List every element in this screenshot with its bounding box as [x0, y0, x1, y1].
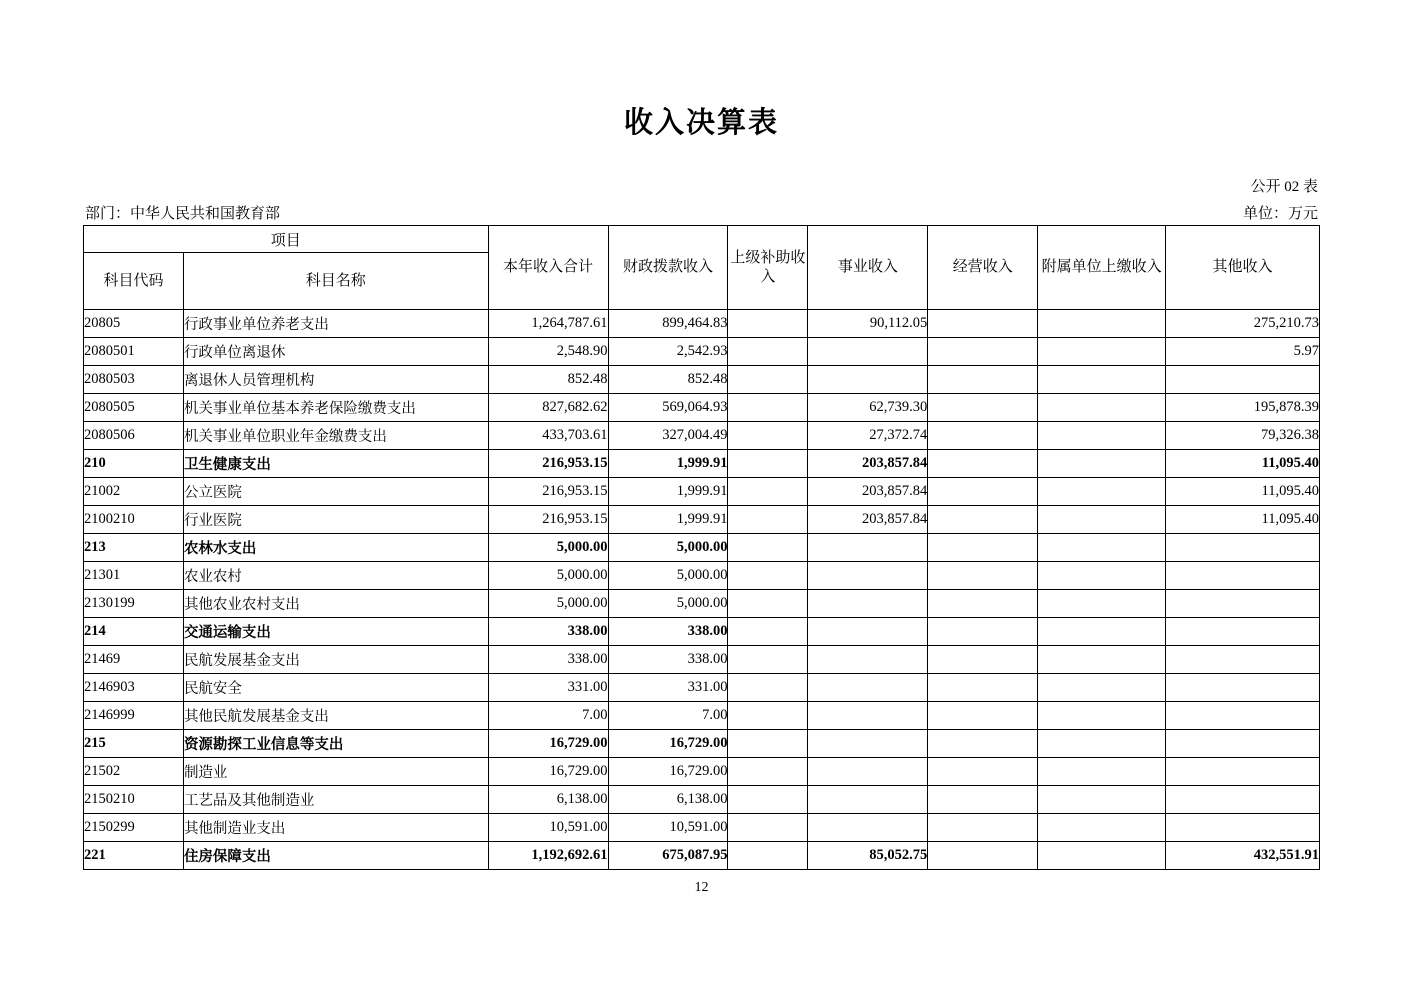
- cell-other: 5.97: [1166, 338, 1320, 366]
- table-row: [84, 814, 1320, 842]
- cell-code: 2130199: [84, 590, 184, 618]
- header-superior: 上级补助收入: [728, 226, 808, 310]
- table-row: [84, 730, 1320, 758]
- cell-fiscal: 338.00: [608, 618, 728, 646]
- cell-total: 852.48: [488, 366, 608, 394]
- cell-career: [808, 730, 928, 758]
- cell-fiscal: 1,999.91: [608, 506, 728, 534]
- cell-other: 275,210.73: [1166, 310, 1320, 338]
- cell-operating: [928, 338, 1038, 366]
- cell-total: 338.00: [488, 646, 608, 674]
- header-fiscal: 财政拨款收入: [608, 226, 728, 310]
- cell-career: [808, 674, 928, 702]
- cell-name: 民航发展基金支出: [183, 646, 488, 674]
- header-code: 科目代码: [84, 253, 184, 310]
- cell-attached: [1038, 478, 1166, 506]
- cell-name: 其他民航发展基金支出: [183, 702, 488, 730]
- cell-attached: [1038, 422, 1166, 450]
- cell-attached: [1038, 674, 1166, 702]
- cell-attached: [1038, 618, 1166, 646]
- page-number: 12: [694, 880, 709, 895]
- cell-other: [1166, 366, 1320, 394]
- cell-fiscal: 1,999.91: [608, 478, 728, 506]
- cell-total: 10,591.00: [488, 814, 608, 842]
- cell-operating: [928, 702, 1038, 730]
- cell-total: 7.00: [488, 702, 608, 730]
- cell-total: 433,703.61: [488, 422, 608, 450]
- cell-superior: [728, 338, 808, 366]
- cell-superior: [728, 422, 808, 450]
- table-row: [84, 310, 1320, 338]
- cell-total: 827,682.62: [488, 394, 608, 422]
- cell-total: 5,000.00: [488, 590, 608, 618]
- cell-operating: [928, 814, 1038, 842]
- header-other: 其他收入: [1166, 226, 1320, 310]
- cell-code: 221: [84, 842, 184, 870]
- cell-operating: [928, 422, 1038, 450]
- cell-career: 62,739.30: [808, 394, 928, 422]
- table-header: [84, 226, 1320, 310]
- table-body: [84, 310, 1320, 870]
- cell-total: 2,548.90: [488, 338, 608, 366]
- cell-name: 卫生健康支出: [183, 450, 488, 478]
- cell-other: [1166, 702, 1320, 730]
- cell-other: [1166, 758, 1320, 786]
- cell-career: [808, 758, 928, 786]
- cell-superior: [728, 310, 808, 338]
- cell-career: 203,857.84: [808, 506, 928, 534]
- cell-operating: [928, 842, 1038, 870]
- cell-superior: [728, 786, 808, 814]
- cell-superior: [728, 590, 808, 618]
- cell-superior: [728, 478, 808, 506]
- department-label: 部门：中华人民共和国教育部: [85, 206, 281, 222]
- cell-superior: [728, 506, 808, 534]
- cell-fiscal: 2,542.93: [608, 338, 728, 366]
- cell-fiscal: 569,064.93: [608, 394, 728, 422]
- header-attached: 附属单位上缴收入: [1038, 226, 1166, 310]
- table-row: [84, 562, 1320, 590]
- unit-label: 单位：万元: [1242, 206, 1318, 222]
- cell-career: 203,857.84: [808, 450, 928, 478]
- cell-code: 210: [84, 450, 184, 478]
- cell-name: 其他制造业支出: [183, 814, 488, 842]
- cell-fiscal: 5,000.00: [608, 562, 728, 590]
- cell-name: 交通运输支出: [183, 618, 488, 646]
- table-row: [84, 422, 1320, 450]
- cell-fiscal: 852.48: [608, 366, 728, 394]
- cell-name: 工艺品及其他制造业: [183, 786, 488, 814]
- cell-attached: [1038, 786, 1166, 814]
- table-row: [84, 590, 1320, 618]
- cell-operating: [928, 506, 1038, 534]
- cell-name: 农林水支出: [183, 534, 488, 562]
- cell-name: 行政单位离退休: [183, 338, 488, 366]
- cell-total: 338.00: [488, 618, 608, 646]
- header-operating: 经营收入: [928, 226, 1038, 310]
- cell-other: [1166, 814, 1320, 842]
- cell-operating: [928, 366, 1038, 394]
- cell-code: 2080501: [84, 338, 184, 366]
- cell-attached: [1038, 534, 1166, 562]
- cell-code: 21469: [84, 646, 184, 674]
- cell-career: [808, 702, 928, 730]
- cell-attached: [1038, 758, 1166, 786]
- cell-total: 216,953.15: [488, 450, 608, 478]
- cell-operating: [928, 674, 1038, 702]
- cell-total: 5,000.00: [488, 562, 608, 590]
- cell-career: [808, 786, 928, 814]
- cell-operating: [928, 534, 1038, 562]
- cell-attached: [1038, 338, 1166, 366]
- cell-career: [808, 366, 928, 394]
- cell-career: 203,857.84: [808, 478, 928, 506]
- table-row: [84, 646, 1320, 674]
- cell-operating: [928, 562, 1038, 590]
- income-final-accounts-table: [83, 225, 1320, 870]
- cell-code: 21301: [84, 562, 184, 590]
- cell-attached: [1038, 646, 1166, 674]
- cell-operating: [928, 310, 1038, 338]
- cell-name: 离退休人员管理机构: [183, 366, 488, 394]
- cell-superior: [728, 450, 808, 478]
- cell-superior: [728, 674, 808, 702]
- cell-other: [1166, 534, 1320, 562]
- cell-superior: [728, 758, 808, 786]
- cell-code: 2150210: [84, 786, 184, 814]
- cell-career: [808, 562, 928, 590]
- table-row: [84, 674, 1320, 702]
- cell-fiscal: 338.00: [608, 646, 728, 674]
- cell-operating: [928, 786, 1038, 814]
- cell-code: 21502: [84, 758, 184, 786]
- table-row: [84, 506, 1320, 534]
- cell-code: 21002: [84, 478, 184, 506]
- cell-operating: [928, 450, 1038, 478]
- table-header-group-row: [84, 226, 1320, 253]
- cell-name: 其他农业农村支出: [183, 590, 488, 618]
- cell-attached: [1038, 506, 1166, 534]
- table-row: [84, 338, 1320, 366]
- cell-code: 2150299: [84, 814, 184, 842]
- cell-career: [808, 814, 928, 842]
- cell-other: 195,878.39: [1166, 394, 1320, 422]
- cell-superior: [728, 702, 808, 730]
- cell-other: [1166, 590, 1320, 618]
- cell-fiscal: 7.00: [608, 702, 728, 730]
- table-row: [84, 758, 1320, 786]
- cell-superior: [728, 562, 808, 590]
- cell-total: 331.00: [488, 674, 608, 702]
- cell-superior: [728, 618, 808, 646]
- cell-code: 2080506: [84, 422, 184, 450]
- cell-career: [808, 646, 928, 674]
- cell-fiscal: 899,464.83: [608, 310, 728, 338]
- cell-career: [808, 618, 928, 646]
- cell-fiscal: 10,591.00: [608, 814, 728, 842]
- cell-code: 2146999: [84, 702, 184, 730]
- cell-code: 2080505: [84, 394, 184, 422]
- table-row: [84, 702, 1320, 730]
- cell-other: 11,095.40: [1166, 506, 1320, 534]
- cell-fiscal: 16,729.00: [608, 758, 728, 786]
- cell-name: 民航安全: [183, 674, 488, 702]
- cell-fiscal: 6,138.00: [608, 786, 728, 814]
- cell-career: 85,052.75: [808, 842, 928, 870]
- cell-name: 住房保障支出: [183, 842, 488, 870]
- cell-code: 215: [84, 730, 184, 758]
- cell-other: 11,095.40: [1166, 450, 1320, 478]
- cell-name: 行业医院: [183, 506, 488, 534]
- cell-total: 216,953.15: [488, 506, 608, 534]
- cell-superior: [728, 646, 808, 674]
- cell-attached: [1038, 366, 1166, 394]
- cell-career: 27,372.74: [808, 422, 928, 450]
- cell-career: [808, 338, 928, 366]
- header-total: 本年收入合计: [488, 226, 608, 310]
- cell-fiscal: 1,999.91: [608, 450, 728, 478]
- cell-superior: [728, 842, 808, 870]
- cell-total: 16,729.00: [488, 758, 608, 786]
- cell-fiscal: 331.00: [608, 674, 728, 702]
- cell-name: 农业农村: [183, 562, 488, 590]
- cell-name: 行政事业单位养老支出: [183, 310, 488, 338]
- table-row: [84, 618, 1320, 646]
- cell-operating: [928, 730, 1038, 758]
- cell-operating: [928, 478, 1038, 506]
- cell-superior: [728, 814, 808, 842]
- page-title: 收入决算表: [623, 107, 779, 139]
- cell-name: 制造业: [183, 758, 488, 786]
- cell-superior: [728, 394, 808, 422]
- cell-attached: [1038, 730, 1166, 758]
- cell-fiscal: 5,000.00: [608, 590, 728, 618]
- cell-operating: [928, 646, 1038, 674]
- cell-superior: [728, 366, 808, 394]
- cell-operating: [928, 394, 1038, 422]
- cell-other: 79,326.38: [1166, 422, 1320, 450]
- cell-code: 2146903: [84, 674, 184, 702]
- cell-attached: [1038, 310, 1166, 338]
- cell-name: 机关事业单位基本养老保险缴费支出: [183, 394, 488, 422]
- cell-attached: [1038, 394, 1166, 422]
- header-group-item: 项目: [84, 226, 489, 253]
- table-row: [84, 534, 1320, 562]
- cell-name: 资源勘探工业信息等支出: [183, 730, 488, 758]
- cell-other: 432,551.91: [1166, 842, 1320, 870]
- cell-code: 2100210: [84, 506, 184, 534]
- cell-fiscal: 675,087.95: [608, 842, 728, 870]
- cell-attached: [1038, 450, 1166, 478]
- cell-total: 6,138.00: [488, 786, 608, 814]
- cell-attached: [1038, 814, 1166, 842]
- cell-other: 11,095.40: [1166, 478, 1320, 506]
- form-number: 公开 02 表: [1250, 179, 1318, 195]
- cell-career: 90,112.05: [808, 310, 928, 338]
- cell-other: [1166, 562, 1320, 590]
- cell-code: 213: [84, 534, 184, 562]
- cell-fiscal: 327,004.49: [608, 422, 728, 450]
- cell-career: [808, 590, 928, 618]
- cell-attached: [1038, 562, 1166, 590]
- table-row: [84, 842, 1320, 870]
- cell-career: [808, 534, 928, 562]
- cell-fiscal: 5,000.00: [608, 534, 728, 562]
- cell-operating: [928, 758, 1038, 786]
- cell-total: 1,264,787.61: [488, 310, 608, 338]
- cell-name: 机关事业单位职业年金缴费支出: [183, 422, 488, 450]
- cell-attached: [1038, 842, 1166, 870]
- cell-fiscal: 16,729.00: [608, 730, 728, 758]
- cell-operating: [928, 590, 1038, 618]
- cell-code: 214: [84, 618, 184, 646]
- cell-attached: [1038, 590, 1166, 618]
- table-row: [84, 478, 1320, 506]
- cell-other: [1166, 674, 1320, 702]
- cell-superior: [728, 534, 808, 562]
- table-row: [84, 450, 1320, 478]
- cell-name: 公立医院: [183, 478, 488, 506]
- table-row: [84, 366, 1320, 394]
- cell-code: 20805: [84, 310, 184, 338]
- cell-other: [1166, 646, 1320, 674]
- cell-other: [1166, 786, 1320, 814]
- cell-other: [1166, 618, 1320, 646]
- table-row: [84, 786, 1320, 814]
- cell-attached: [1038, 702, 1166, 730]
- cell-other: [1166, 730, 1320, 758]
- cell-operating: [928, 618, 1038, 646]
- header-name: 科目名称: [183, 253, 488, 310]
- cell-total: 5,000.00: [488, 534, 608, 562]
- cell-total: 1,192,692.61: [488, 842, 608, 870]
- header-career: 事业收入: [808, 226, 928, 310]
- cell-code: 2080503: [84, 366, 184, 394]
- cell-total: 216,953.15: [488, 478, 608, 506]
- cell-superior: [728, 730, 808, 758]
- table-row: [84, 394, 1320, 422]
- cell-total: 16,729.00: [488, 730, 608, 758]
